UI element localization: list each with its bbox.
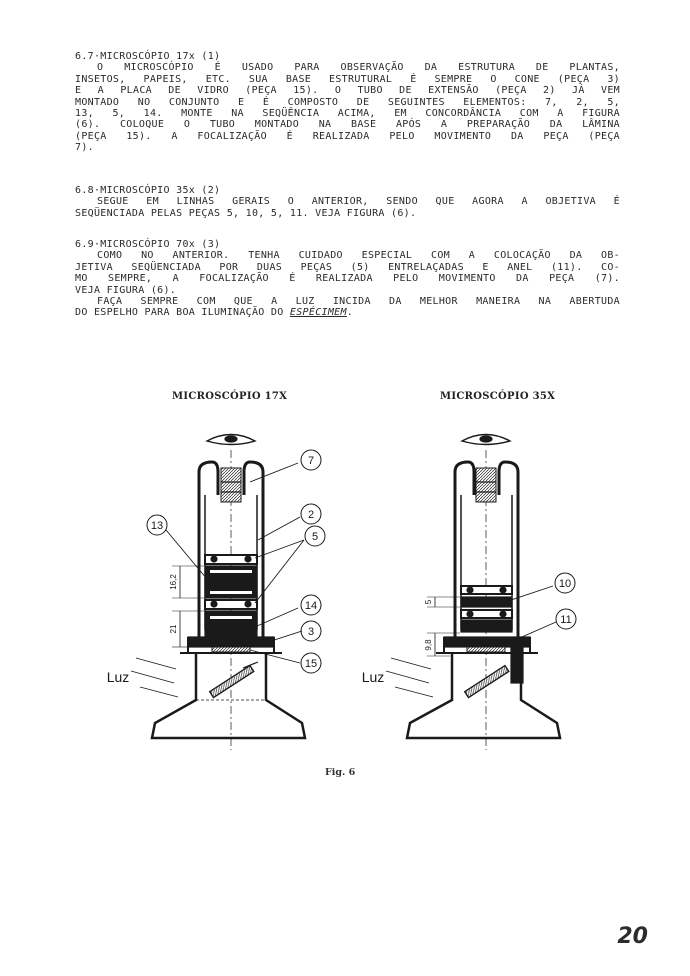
callout-11: 11	[560, 614, 572, 626]
light-label: Luz	[361, 669, 385, 685]
callout-3: 3	[307, 626, 315, 638]
section-heading: 6.9·MICROSCÓPIO 70x (3)	[75, 239, 221, 250]
figure-title-35x: MICROSCÓPIO 35X	[440, 391, 556, 402]
eye-icon	[462, 435, 510, 445]
light-label: Luz	[106, 669, 130, 685]
text-line: O MICROSCÓPIO É USADO PARA OBSERVAÇÃO DA ESTRUTURA DE PLANTAS,	[97, 62, 620, 74]
callout-10: 10	[558, 578, 572, 590]
text-line: FAÇA SEMPRE COM QUE A LUZ INCIDA DA MELHOR MANEIRA NA ABERTUDA	[97, 296, 620, 308]
eye-icon	[207, 435, 255, 445]
section-6-8	[75, 185, 620, 219]
text-line: VEJA FIGURA (6).	[75, 284, 177, 296]
section-heading: 6.7·MICROSCÓPIO 17x (1)	[75, 51, 221, 62]
text-line: (6). COLOQUE O TUBO MONTADO NA BASE APÓS A PREPARAÇÃO DA LÂMINA	[75, 119, 620, 131]
section-6-9	[75, 239, 620, 319]
text-line: 13, 5, 14. MONTE NA SEQÜÊNCIA ACIMA, EM CONCORDÂNCIA COM A FIGURA	[75, 108, 620, 120]
text-line: COMO NO ANTERIOR. TENHA CUIDADO ESPECIAL COM A COLOCAÇÃO DA OB-	[97, 250, 620, 262]
text-line: 7).	[75, 142, 94, 154]
text-line: SEQÜENCIADA PELAS PEÇAS 5, 10, 5, 11. VEJA FIGURA (6).	[75, 207, 417, 219]
callout-7: 7	[307, 455, 315, 467]
text-line: SEGUE EM LINHAS GERAIS O ANTERIOR, SENDO QUE AGORA A OBJETIVA É	[97, 196, 620, 208]
emphasized-word: ESPÉCIMEM	[289, 307, 347, 319]
text-line: E A PLACA DE VIDRO (PEÇA 15). O TUBO DE EXTENSÃO (PEÇA 2) JÁ VEM	[75, 85, 620, 97]
text-line: (PEÇA 15). A FOCALIZAÇÃO É REALIZADA PELO MOVIMENTO DA PEÇA (PEÇA	[75, 130, 620, 142]
callout-15: 15	[304, 658, 318, 670]
microscope-17x-diagram	[131, 435, 325, 751]
text-line-start: DO ESPELHO PARA BOA ILUMINAÇÃO DO	[75, 307, 284, 319]
callout-14: 14	[304, 600, 318, 612]
figure-title-17x: MICROSCÓPIO 17X	[172, 391, 288, 402]
section-heading: 6.8·MICROSCÓPIO 35x (2)	[75, 185, 221, 196]
text-line: MO SEMPRE, A FOCALIZAÇÃO É REALIZADA PELO MOVIMENTO DA PEÇA (7).	[75, 273, 620, 285]
callout-5: 5	[311, 531, 319, 543]
text-line	[75, 307, 620, 318]
callout-2: 2	[307, 509, 315, 521]
dimension-9-8: 9,8	[424, 639, 433, 651]
text-line: INSETOS, PAPEIS, ETC. SUA BASE ESTRUTURAL É SEMPRE O CONE (PEÇA 3)	[75, 73, 620, 85]
figure-caption: Fig. 6	[325, 767, 356, 778]
dimension-21: 21	[169, 624, 178, 634]
microscope-35x-diagram	[386, 435, 576, 751]
section-6-7	[75, 51, 620, 154]
text-line: JETIVA SEQÜENCIADA POR DUAS PEÇAS (5) ENTRELAÇADAS E ANEL (11). CO-	[75, 261, 620, 273]
callout-13: 13	[150, 520, 164, 532]
page-number: 20	[617, 924, 648, 949]
dimension-5: 5	[424, 599, 433, 605]
dimension-16-2: 16,2	[169, 574, 178, 590]
text-line: MONTADO NO CONJUNTO E É COMPOSTO DE SEGUINTES ELEMENTOS: 7, 2, 5,	[75, 96, 620, 108]
figure-6-drawing	[0, 400, 690, 820]
trailing-period: .	[346, 307, 354, 319]
